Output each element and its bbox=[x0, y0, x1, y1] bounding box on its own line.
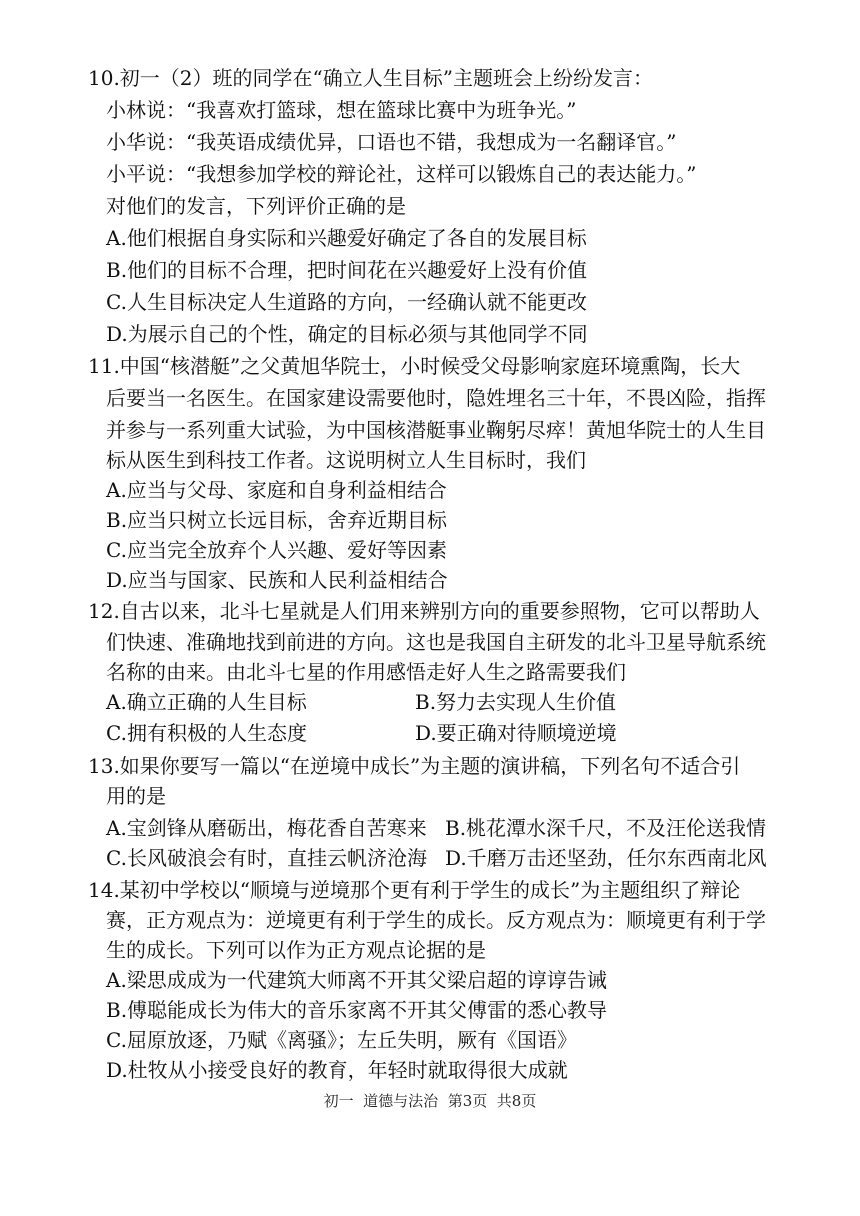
question-stem-line: 用的是 bbox=[106, 784, 166, 808]
option-b[interactable]: B.努力去实现人生价值 bbox=[415, 690, 617, 714]
quote-xiaolin: 小林说：“我喜欢打篮球，想在篮球比赛中为班争光。” bbox=[106, 98, 577, 122]
question-prompt: 对他们的发言，下列评价正确的是 bbox=[106, 194, 406, 218]
option-a[interactable]: A.宝剑锋从磨砺出，梅花香自苦寒来 bbox=[106, 816, 427, 840]
question-stem: 11.中国“核潜艇”之父黄旭华院士，小时候受父母影响家庭环境熏陶，长大 bbox=[88, 354, 741, 378]
option-d[interactable]: D.千磨万击还坚劲，任尔东西南北风 bbox=[445, 846, 767, 870]
quote-xiaohua: 小华说：“我英语成绩优异，口语也不错，我想成为一名翻译官。” bbox=[106, 130, 677, 154]
option-d[interactable]: D.杜牧从小接受良好的教育，年轻时就取得很大成就 bbox=[106, 1058, 568, 1082]
option-d[interactable]: D.应当与国家、民族和人民利益相结合 bbox=[106, 568, 448, 592]
option-a[interactable]: A.应当与父母、家庭和自身利益相结合 bbox=[106, 478, 447, 502]
option-d[interactable]: D.要正确对待顺境逆境 bbox=[415, 721, 617, 745]
option-b[interactable]: B.傅聪能成长为伟大的音乐家离不开其父傅雷的悉心教导 bbox=[106, 998, 608, 1022]
option-d[interactable]: D.为展示自己的个性，确定的目标必须与其他同学不同 bbox=[106, 322, 588, 346]
question-stem-line: 名称的由来。由北斗七星的作用感悟走好人生之路需要我们 bbox=[106, 660, 626, 684]
option-b[interactable]: B.他们的目标不合理，把时间花在兴趣爱好上没有价值 bbox=[106, 258, 588, 282]
option-c[interactable]: C.应当完全放弃个人兴趣、爱好等因素 bbox=[106, 538, 447, 562]
option-a[interactable]: A.确立正确的人生目标 bbox=[106, 690, 307, 714]
option-b[interactable]: B.桃花潭水深千尺，不及汪伦送我情 bbox=[445, 816, 767, 840]
question-stem-line: 后要当一名医生。在国家建设需要他时，隐姓埋名三十年，不畏凶险，指挥 bbox=[106, 386, 766, 410]
question-stem: 14.某初中学校以“顺境与逆境那个更有利于学生的成长”为主题组织了辩论 bbox=[88, 878, 741, 902]
option-c[interactable]: C.屈原放逐，乃赋《离骚》；左丘失明，厥有《国语》 bbox=[106, 1028, 577, 1052]
question-stem-line: 并参与一系列重大试验，为中国核潜艇事业鞠躬尽瘁！黄旭华院士的人生目 bbox=[106, 418, 766, 442]
option-b[interactable]: B.应当只树立长远目标，舍弃近期目标 bbox=[106, 508, 448, 532]
question-stem: 10.初一（2）班的同学在“确立人生目标”主题班会上纷纷发言： bbox=[88, 66, 653, 90]
quote-xiaoping: 小平说：“我想参加学校的辩论社，这样可以锻炼自己的表达能力。” bbox=[106, 162, 697, 186]
question-stem-line: 赛，正方观点为：逆境更有利于学生的成长。反方观点为：顺境更有利于学 bbox=[106, 908, 766, 932]
option-c[interactable]: C.人生目标决定人生道路的方向，一经确认就不能更改 bbox=[106, 290, 587, 314]
question-stem: 13.如果你要写一篇以“在逆境中成长”为主题的演讲稿，下列名句不适合引 bbox=[88, 754, 741, 778]
question-stem-line: 们快速、准确地找到前进的方向。这也是我国自主研发的北斗卫星导航系统 bbox=[106, 630, 766, 654]
option-c[interactable]: C.长风破浪会有时，直挂云帆济沧海 bbox=[106, 846, 427, 870]
question-stem-line: 生的成长。下列可以作为正方观点论据的是 bbox=[106, 938, 486, 962]
question-stem: 12.自古以来，北斗七星就是人们用来辨别方向的重要参照物，它可以帮助人 bbox=[88, 599, 760, 623]
option-a[interactable]: A.梁思成成为一代建筑大师离不开其父梁启超的谆谆告诫 bbox=[106, 968, 607, 992]
page-footer: 初一 道德与法治 第3页 共8页 bbox=[323, 1092, 537, 1110]
option-c[interactable]: C.拥有积极的人生态度 bbox=[106, 721, 307, 745]
option-a[interactable]: A.他们根据自身实际和兴趣爱好确定了各自的发展目标 bbox=[106, 226, 587, 250]
question-stem-line: 标从医生到科技工作者。这说明树立人生目标时，我们 bbox=[106, 448, 586, 472]
